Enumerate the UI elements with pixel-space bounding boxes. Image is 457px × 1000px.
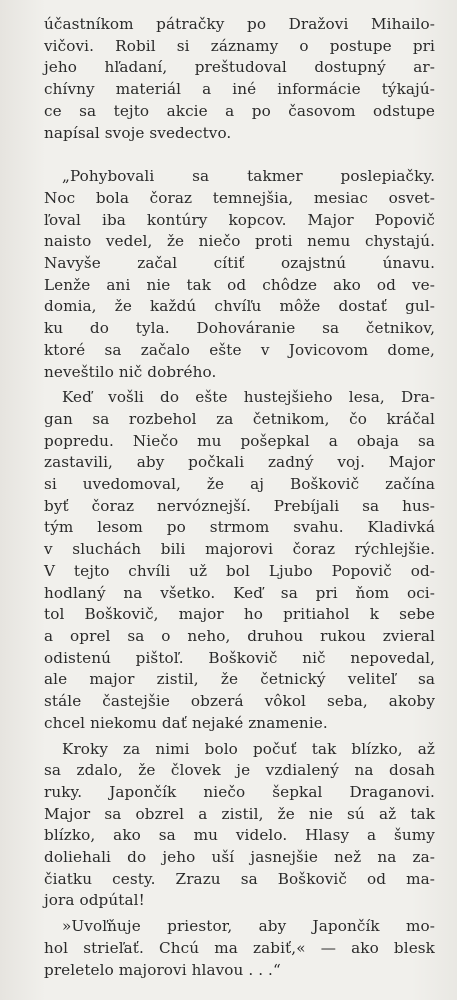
text-line: tým lesom po strmom svahu. Kladivká bbox=[44, 518, 435, 537]
paragraph-4 bbox=[44, 739, 435, 913]
text-line: chcel niekomu dať nejaké znamenie. bbox=[44, 713, 328, 732]
text-line: gan sa rozbehol za četnikom, čo kráčal bbox=[44, 409, 435, 428]
text-line: si uvedomoval, že aj Boškovič začína bbox=[44, 475, 435, 494]
text-line: účastníkom pátračky po Dražovi Mihailo- bbox=[44, 15, 435, 33]
text-line: čiatku cesty. Zrazu sa Boškovič od ma- bbox=[44, 869, 435, 888]
text-line: domia, že každú chvíľu môže dostať gul- bbox=[44, 297, 435, 316]
text-line: odistenú pištoľ. Boškovič nič nepovedal, bbox=[44, 648, 435, 667]
paragraph-2 bbox=[44, 166, 435, 383]
text-line: neveštilo nič dobrého. bbox=[44, 362, 217, 381]
text-line: Major sa obzrel a zistil, že nie sú až tak bbox=[44, 804, 435, 823]
text-line: doliehali do jeho uší jasnejšie než na za- bbox=[44, 848, 435, 867]
text-line: preletelo majorovi hlavou . . .“ bbox=[44, 960, 281, 979]
paragraph-5 bbox=[44, 916, 435, 981]
text-line: ku do tyla. Dohováranie sa četnikov, bbox=[44, 319, 435, 338]
text-line: naisto vedel, že niečo proti nemu chystajú. bbox=[44, 232, 435, 251]
text-line: sa zdalo, že človek je vzdialený na dosah bbox=[44, 761, 435, 780]
text-line: byť čoraz nervóznejší. Prebíjali sa hus- bbox=[44, 496, 435, 515]
paragraph-1 bbox=[44, 14, 435, 144]
text-line: stále častejšie obzerá vôkol seba, akoby bbox=[44, 692, 435, 711]
text-line: vičovi. Robil si záznamy o postupe pri bbox=[44, 36, 435, 55]
text-line: napísal svoje svedectvo. bbox=[44, 123, 232, 142]
text-line: tol Boškovič, major ho pritiahol k sebe bbox=[44, 605, 435, 624]
text-line: chívny materiál a iné informácie týkajú- bbox=[44, 80, 435, 99]
text-line: ale major zistil, že četnický veliteľ sa bbox=[44, 670, 435, 689]
text-line: jeho hľadaní, preštudoval dostupný ar- bbox=[44, 58, 435, 77]
text-line: blízko, ako sa mu videlo. Hlasy a šumy bbox=[44, 826, 435, 845]
text-line: ktoré sa začalo ešte v Jovicovom dome, bbox=[44, 340, 435, 359]
text-line: a oprel sa o neho, druhou rukou zvieral bbox=[44, 626, 435, 645]
text-line: zastavili, aby počkali zadný voj. Major bbox=[44, 453, 435, 472]
text-line: hol strieľať. Chcú ma zabiť,« — ako blesk bbox=[44, 938, 435, 957]
text-line: ruky. Japončík niečo šepkal Draganovi. bbox=[44, 782, 435, 801]
text-line: ľoval iba kontúry kopcov. Major Popovič bbox=[44, 210, 435, 229]
text-line: »Uvoľňuje priestor, aby Japončík mo- bbox=[62, 917, 435, 936]
text-line: Navyše začal cítiť ozajstnú únavu. bbox=[44, 254, 435, 273]
text-line: V tejto chvíli už bol Ljubo Popovič od- bbox=[44, 561, 435, 580]
text-line: popredu. Niečo mu pošepkal a obaja sa bbox=[44, 431, 435, 450]
paragraph-3 bbox=[44, 387, 435, 734]
text-line: Lenže ani nie tak od chôdze ako od ve- bbox=[44, 275, 435, 294]
text-line: v sluchách bili majorovi čoraz rýchlejšie. bbox=[44, 540, 435, 559]
text-line: „Pohybovali sa takmer poslepiačky. bbox=[62, 167, 435, 186]
text-line: hodlaný na všetko. Keď sa pri ňom oci- bbox=[44, 583, 435, 602]
text-line: Kroky za nimi bolo počuť tak blízko, až bbox=[62, 739, 435, 758]
text-line: jora odpútal! bbox=[44, 891, 145, 910]
text-line: ce sa tejto akcie a po časovom odstupe bbox=[44, 101, 435, 120]
paragraph-gap bbox=[44, 144, 435, 166]
text-line: Keď vošli do ešte hustejšieho lesa, Dra- bbox=[62, 388, 435, 407]
text-line: Noc bola čoraz temnejšia, mesiac osvet- bbox=[44, 188, 435, 207]
